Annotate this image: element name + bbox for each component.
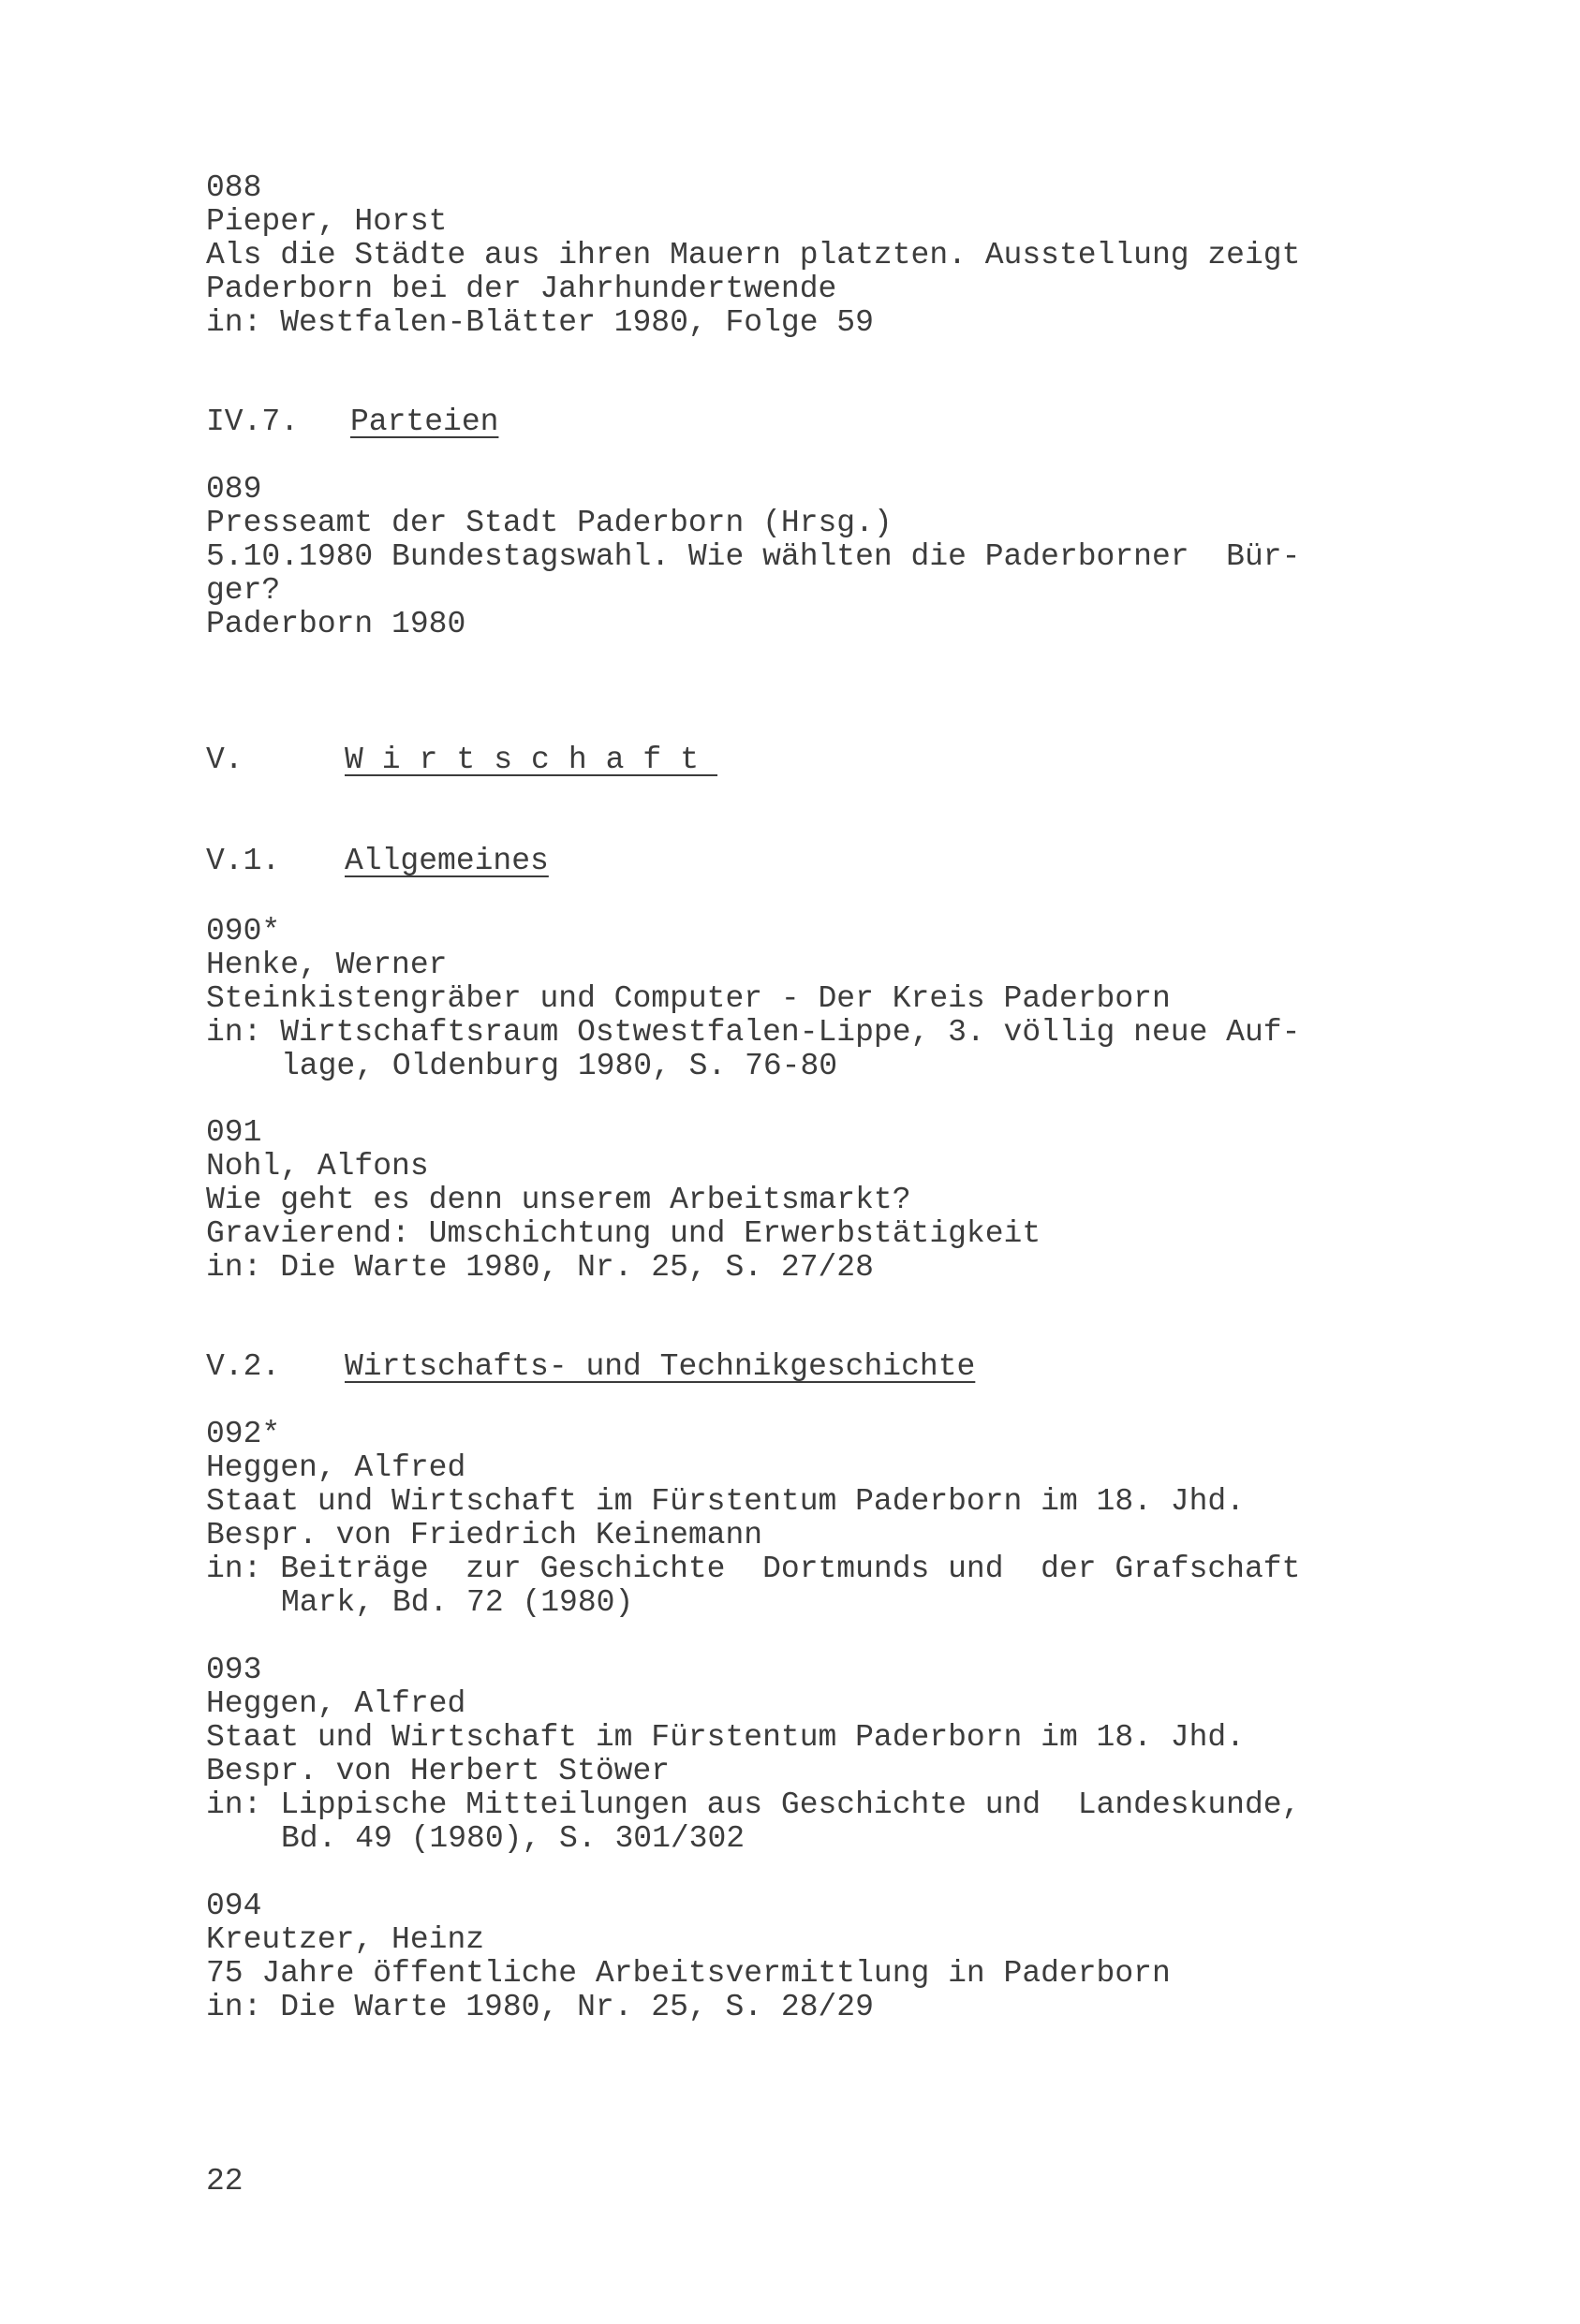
section-title: Allgemeines	[345, 844, 549, 878]
section-number: IV.7.	[206, 404, 300, 439]
entry-source-cont: Bd. 49 (1980), S. 301/302	[281, 1821, 746, 1856]
entry-author: Kreutzer, Heinz	[206, 1922, 485, 1957]
entry-number: 093	[206, 1653, 262, 1687]
entry-number: 094	[206, 1889, 262, 1923]
entry-author: Henke, Werner	[206, 948, 448, 982]
entry-title: Staat und Wirtschaft im Fürstentum Paderborn im 18. Jhd.	[206, 1484, 1245, 1519]
page-number: 22	[206, 2164, 244, 2199]
entry-number: 088	[206, 170, 262, 205]
section-title: Wirtschafts- und Technikgeschichte	[345, 1349, 976, 1384]
entry-author: Presseamt der Stadt Paderborn (Hrsg.)	[206, 506, 893, 540]
entry-author: Nohl, Alfons	[206, 1149, 429, 1184]
section-number: V.	[206, 743, 244, 777]
entry-source: in: Westfalen-Blätter 1980, Folge 59	[206, 305, 874, 340]
entry-title-cont: ger?	[206, 573, 281, 608]
entry-author: Heggen, Alfred	[206, 1450, 466, 1485]
entry-title: Steinkistengräber und Computer - Der Kreis Paderborn	[206, 981, 1171, 1016]
entry-number: 092*	[206, 1417, 281, 1451]
entry-title: Als die Städte aus ihren Mauern platzten. Ausstellung zeigt	[206, 238, 1301, 272]
section-number: V.1.	[206, 844, 281, 878]
entry-subtitle: Gravierend: Umschichtung und Erwerbstätigkeit	[206, 1216, 1041, 1251]
entry-title: 75 Jahre öffentliche Arbeitsvermittlung in Paderborn	[206, 1956, 1171, 1991]
entry-number: 089	[206, 472, 262, 507]
entry-title: 5.10.1980 Bundestagswahl. Wie wählten die Paderborner Bür-	[206, 539, 1301, 574]
entry-reviewer: Bespr. von Friedrich Keinemann	[206, 1518, 763, 1552]
section-number: V.2.	[206, 1349, 281, 1384]
entry-source: Paderborn 1980	[206, 607, 466, 641]
section-title: Parteien	[350, 404, 499, 439]
entry-source: in: Lippische Mitteilungen aus Geschichte und Landeskunde,	[206, 1787, 1301, 1822]
section-title: Wirtschaft	[345, 743, 718, 777]
entry-source: in: Die Warte 1980, Nr. 25, S. 27/28	[206, 1250, 874, 1285]
entry-source: in: Wirtschaftsraum Ostwestfalen-Lippe, 3. völlig neue Auf-	[206, 1015, 1301, 1050]
entry-title-cont: Paderborn bei der Jahrhundertwende	[206, 272, 837, 306]
entry-author: Pieper, Horst	[206, 204, 448, 239]
entry-source-cont: Mark, Bd. 72 (1980)	[281, 1585, 634, 1620]
entry-source: in: Die Warte 1980, Nr. 25, S. 28/29	[206, 1990, 874, 2024]
entry-title: Staat und Wirtschaft im Fürstentum Paderborn im 18. Jhd.	[206, 1720, 1245, 1755]
entry-reviewer: Bespr. von Herbert Stöwer	[206, 1754, 671, 1788]
entry-number: 090*	[206, 914, 281, 949]
entry-title: Wie geht es denn unserem Arbeitsmarkt?	[206, 1183, 911, 1217]
entry-number: 091	[206, 1115, 262, 1150]
entry-source: in: Beiträge zur Geschichte Dortmunds und der Grafschaft	[206, 1552, 1301, 1586]
entry-author: Heggen, Alfred	[206, 1686, 466, 1721]
entry-source-cont: lage, Oldenburg 1980, S. 76-80	[281, 1049, 838, 1083]
